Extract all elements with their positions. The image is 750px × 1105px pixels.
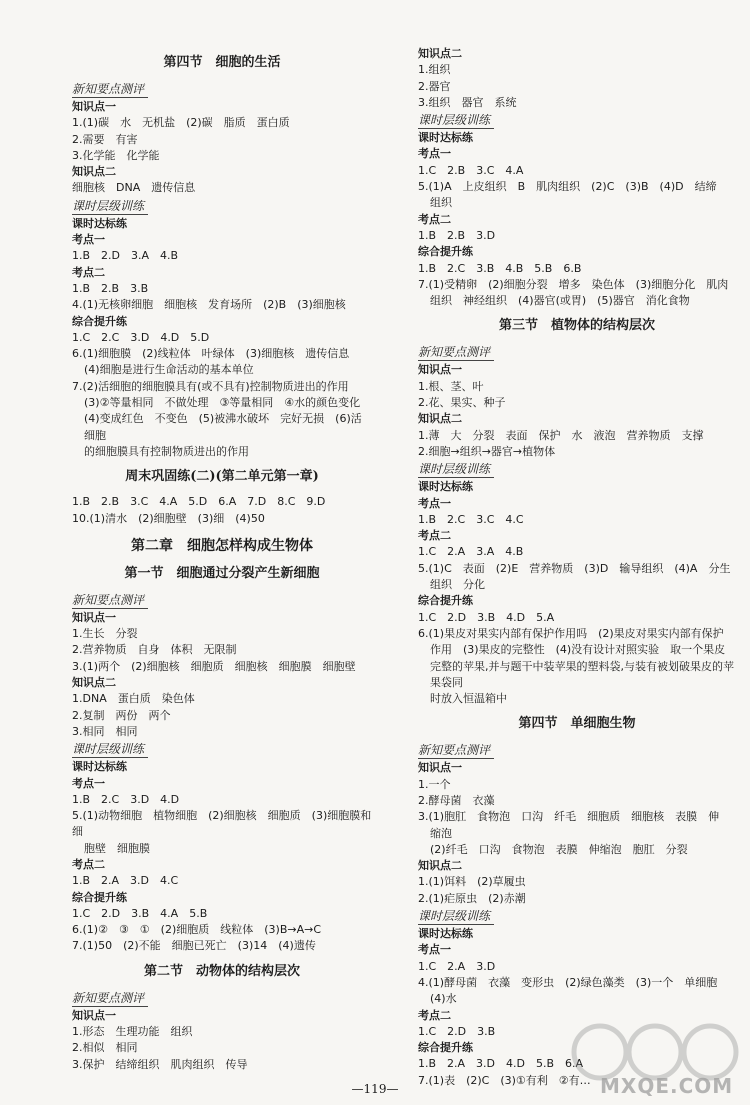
answer-line: 胞壁 细胞膜 [84,841,150,855]
answer-line: 组织 神经组织 (4)器官(或胃) (5)器官 消化食物 [430,294,690,308]
answer-line: 1.生长 分裂 [72,627,138,641]
answer-line: 3.保护 结缔组织 肌肉组织 传导 [72,1057,248,1071]
answer-line: 3.化学能 化学能 [72,148,160,162]
section-label: 课时层级训练 [418,113,494,129]
answer-line: 1.B 2.D 3.A 4.B [72,249,179,263]
subheading: 课时达标练 [418,131,473,145]
answer-line: 1.B 2.C 3.D 4.D [72,792,180,806]
subheading: 知识点二 [72,165,116,179]
answer-line: 2.相似 相同 [72,1041,138,1055]
answer-line: 1.B 2.C 3.B 4.B 5.B 6.B [418,261,582,275]
section-label: 新知要点测评 [72,82,148,98]
subheading: 综合提升练 [72,890,127,904]
subheading: 考点二 [418,529,451,543]
answer-line: 1.B 2.A 3.D 4.C [72,874,179,888]
answer-line: 7.(1)表 (2)C (3)①有利 ②有… [418,1073,591,1087]
section-label-row [418,460,736,479]
section-label-row [418,741,736,760]
subheading: 知识点一 [418,761,462,775]
section-label: 课时层级训练 [72,199,148,215]
answer-line: 1.根、茎、叶 [418,379,484,393]
answer-line: 时放入恒温箱中 [430,692,507,706]
subheading: 知识点二 [418,859,462,873]
answer-line: 2.需要 有害 [72,132,138,146]
answer-line: (3)②等量相同 不做处理 ③等量相同 ④水的颜色变化 [84,396,361,410]
answer-line: 6.(1)果皮对果实内部有保护作用吗 (2)果皮对果实内部有保护 [418,626,724,640]
answer-line: 2.(1)疟原虫 (2)赤潮 [418,891,526,905]
subheading: 知识点一 [72,1008,116,1022]
answer-line: 完整的苹果,并与题干中装苹果的塑料袋,与装有被划破果皮的苹果袋同 [430,659,734,689]
answer-line: 1.B 2.C 3.C 4.C [418,512,524,526]
answer-line: 5.(1)A 上皮组织 B 肌肉组织 (2)C (3)B (4)D 结缔 [418,180,717,194]
subheading: 课时达标练 [72,216,127,230]
answer-line: 2.复制 两份 两个 [72,708,171,722]
section-title: 第四节 细胞的生活 [163,55,281,70]
answer-line: 1.C 2.A 3.A 4.B [418,545,524,559]
section-label: 新知要点测评 [72,593,148,609]
answer-line: 1.(1)碳 水 无机盐 (2)碳 脂质 蛋白质 [72,116,290,130]
answer-line: 组织 分化 [430,578,485,592]
subheading: 考点一 [418,943,451,957]
subheading: 课时达标练 [418,480,473,494]
subheading: 考点一 [72,776,105,790]
subheading: 考点二 [418,212,451,226]
subheading: 综合提升练 [418,594,473,608]
subheading: 综合提升练 [418,245,473,259]
answer-line: 1.C 2.C 3.D 4.D 5.D [72,330,210,344]
answer-line: 1.形态 生理功能 组织 [72,1025,193,1039]
watermark-text: MXQE.COM [600,1074,734,1098]
subheading: 知识点二 [418,412,462,426]
answer-line: (4)变成红色 不变色 (5)被沸水破坏 完好无损 (6)活细胞 [84,412,362,442]
subheading: 知识点二 [72,676,116,690]
subheading: 知识点一 [72,610,116,624]
section-label-row [72,80,372,99]
answer-line: 2.器官 [418,79,451,93]
section-label: 课时层级训练 [418,462,494,478]
answer-line: 1.B 2.B 3.B [72,281,149,295]
answer-line: 7.(1)受精卵 (2)细胞分裂 增多 染色体 (3)细胞分化 肌肉 [418,277,729,291]
subheading: 考点二 [418,1008,451,1022]
section-label-row [72,989,372,1008]
answer-line: 作用 (3)果皮的完整性 (4)没有设计对照实验 取一个果皮 [430,643,726,657]
answer-line: 1.一个 [418,777,451,791]
answer-line: 2.细胞→组织→器官→植物体 [418,444,556,458]
section-label: 课时层级训练 [72,742,148,758]
answer-line: 4.(1)酵母菌 衣藻 变形虫 (2)绿色藻类 (3)一个 单细胞 [418,975,718,989]
section-label: 新知要点测评 [418,743,494,759]
answer-line: 细胞核 DNA 遗传信息 [72,181,196,195]
section-label-row [418,343,736,362]
section-label-row [72,591,372,610]
answer-line: 2.酵母菌 衣藻 [418,793,495,807]
section-title: 第四节 单细胞生物 [518,716,636,732]
subheading: 考点一 [418,147,451,161]
answer-line: 1.C 2.A 3.D [418,959,496,973]
answer-line: 1.C 2.D 3.B 4.A 5.B [72,906,208,920]
answer-line: (2)纤毛 口沟 食物泡 表膜 伸缩泡 胞肛 分裂 [430,842,688,856]
section-title: 第三节 植物体的结构层次 [498,318,655,334]
subheading: 课时达标练 [72,760,127,774]
section-title: 第二节 动物体的结构层次 [143,963,300,979]
subheading: 综合提升练 [72,314,127,328]
section-title: 第一节 细胞通过分裂产生新细胞 [124,565,320,581]
subheading: 考点二 [72,265,105,279]
answer-line: 2.花、果实、种子 [418,396,506,410]
answer-line: (4)水 [430,992,457,1006]
answer-line: 6.(1)细胞膜 (2)线粒体 叶绿体 (3)细胞核 遗传信息 [72,347,350,361]
answer-line: 1.B 2.B 3.C 4.A 5.D 6.A 7.D 8.C 9.D [72,495,326,509]
subheading: 综合提升练 [418,1041,473,1055]
section-label-row [72,197,372,216]
subheading: 课时达标练 [418,927,473,941]
answer-line: 3.(1)胞肛 食物泡 口沟 纤毛 细胞质 细胞核 表膜 伸 [418,810,720,824]
answer-line: 1.DNA 蛋白质 染色体 [72,692,195,706]
section-label: 新知要点测评 [418,345,494,361]
answer-line: 10.(1)清水 (2)细胞壁 (3)细 (4)50 [72,511,265,525]
answer-line: 1.B 2.B 3.D [418,228,496,242]
answer-line: 3.组织 器官 系统 [418,95,517,109]
answer-line: 3.(1)两个 (2)细胞核 细胞质 细胞核 细胞膜 细胞壁 [72,659,356,673]
answer-line: (4)细胞是进行生命活动的基本单位 [84,363,254,377]
answer-line: 5.(1)C 表面 (2)E 营养物质 (3)D 输导组织 (4)A 分生 [418,561,731,575]
answer-line: 1.C 2.D 3.B [418,1024,496,1038]
answer-line: 1.C 2.D 3.B 4.D 5.A [418,610,555,624]
answer-line: 缩泡 [430,826,452,840]
section-label-row [418,907,736,926]
section-label: 课时层级训练 [418,909,494,925]
section-label: 新知要点测评 [72,991,148,1007]
subheading: 考点二 [72,857,105,871]
answer-line: 6.(1)② ③ ① (2)细胞质 线粒体 (3)B→A→C [72,923,322,937]
answer-line: 2.营养物质 自身 体积 无限制 [72,643,237,657]
answer-line: 4.(1)无核卵细胞 细胞核 发育场所 (2)B (3)细胞核 [72,298,346,312]
subheading: 知识点一 [418,363,462,377]
answer-line: 1.组织 [418,63,451,77]
page-number: —119— [351,1082,399,1096]
answer-line: 7.(2)活细胞的细胞膜具有(或不具有)控制物质进出的作用 [72,379,349,393]
answer-line: 3.相同 相同 [72,724,138,738]
answer-line: 5.(1)动物细胞 植物细胞 (2)细胞核 细胞质 (3)细胞膜和细 [72,809,372,839]
section-title: 周末巩固练(二)(第二单元第一章) [125,469,319,485]
answer-line: 组织 [430,196,452,210]
answer-line: 的细胞膜具有控制物质进出的作用 [84,444,249,458]
section-title: 第二章 细胞怎样构成生物体 [131,537,313,554]
answer-line: 1.(1)饵料 (2)草履虫 [418,875,526,889]
subheading: 知识点二 [418,47,462,60]
subheading: 知识点一 [72,100,116,113]
subheading: 考点一 [418,496,451,510]
section-label-row [418,111,736,130]
subheading: 考点一 [72,233,105,247]
answer-line: 1.C 2.B 3.C 4.A [418,163,524,177]
answer-line: 1.薄 大 分裂 表面 保护 水 液泡 营养物质 支撑 [418,428,704,442]
answer-line: 1.B 2.A 3.D 4.D 5.B 6.A [418,1057,584,1071]
section-label-row [72,740,372,759]
right-column [418,46,736,1089]
answer-line: 7.(1)50 (2)不能 细胞已死亡 (3)14 (4)遗传 [72,939,316,953]
left-column [72,46,372,1073]
